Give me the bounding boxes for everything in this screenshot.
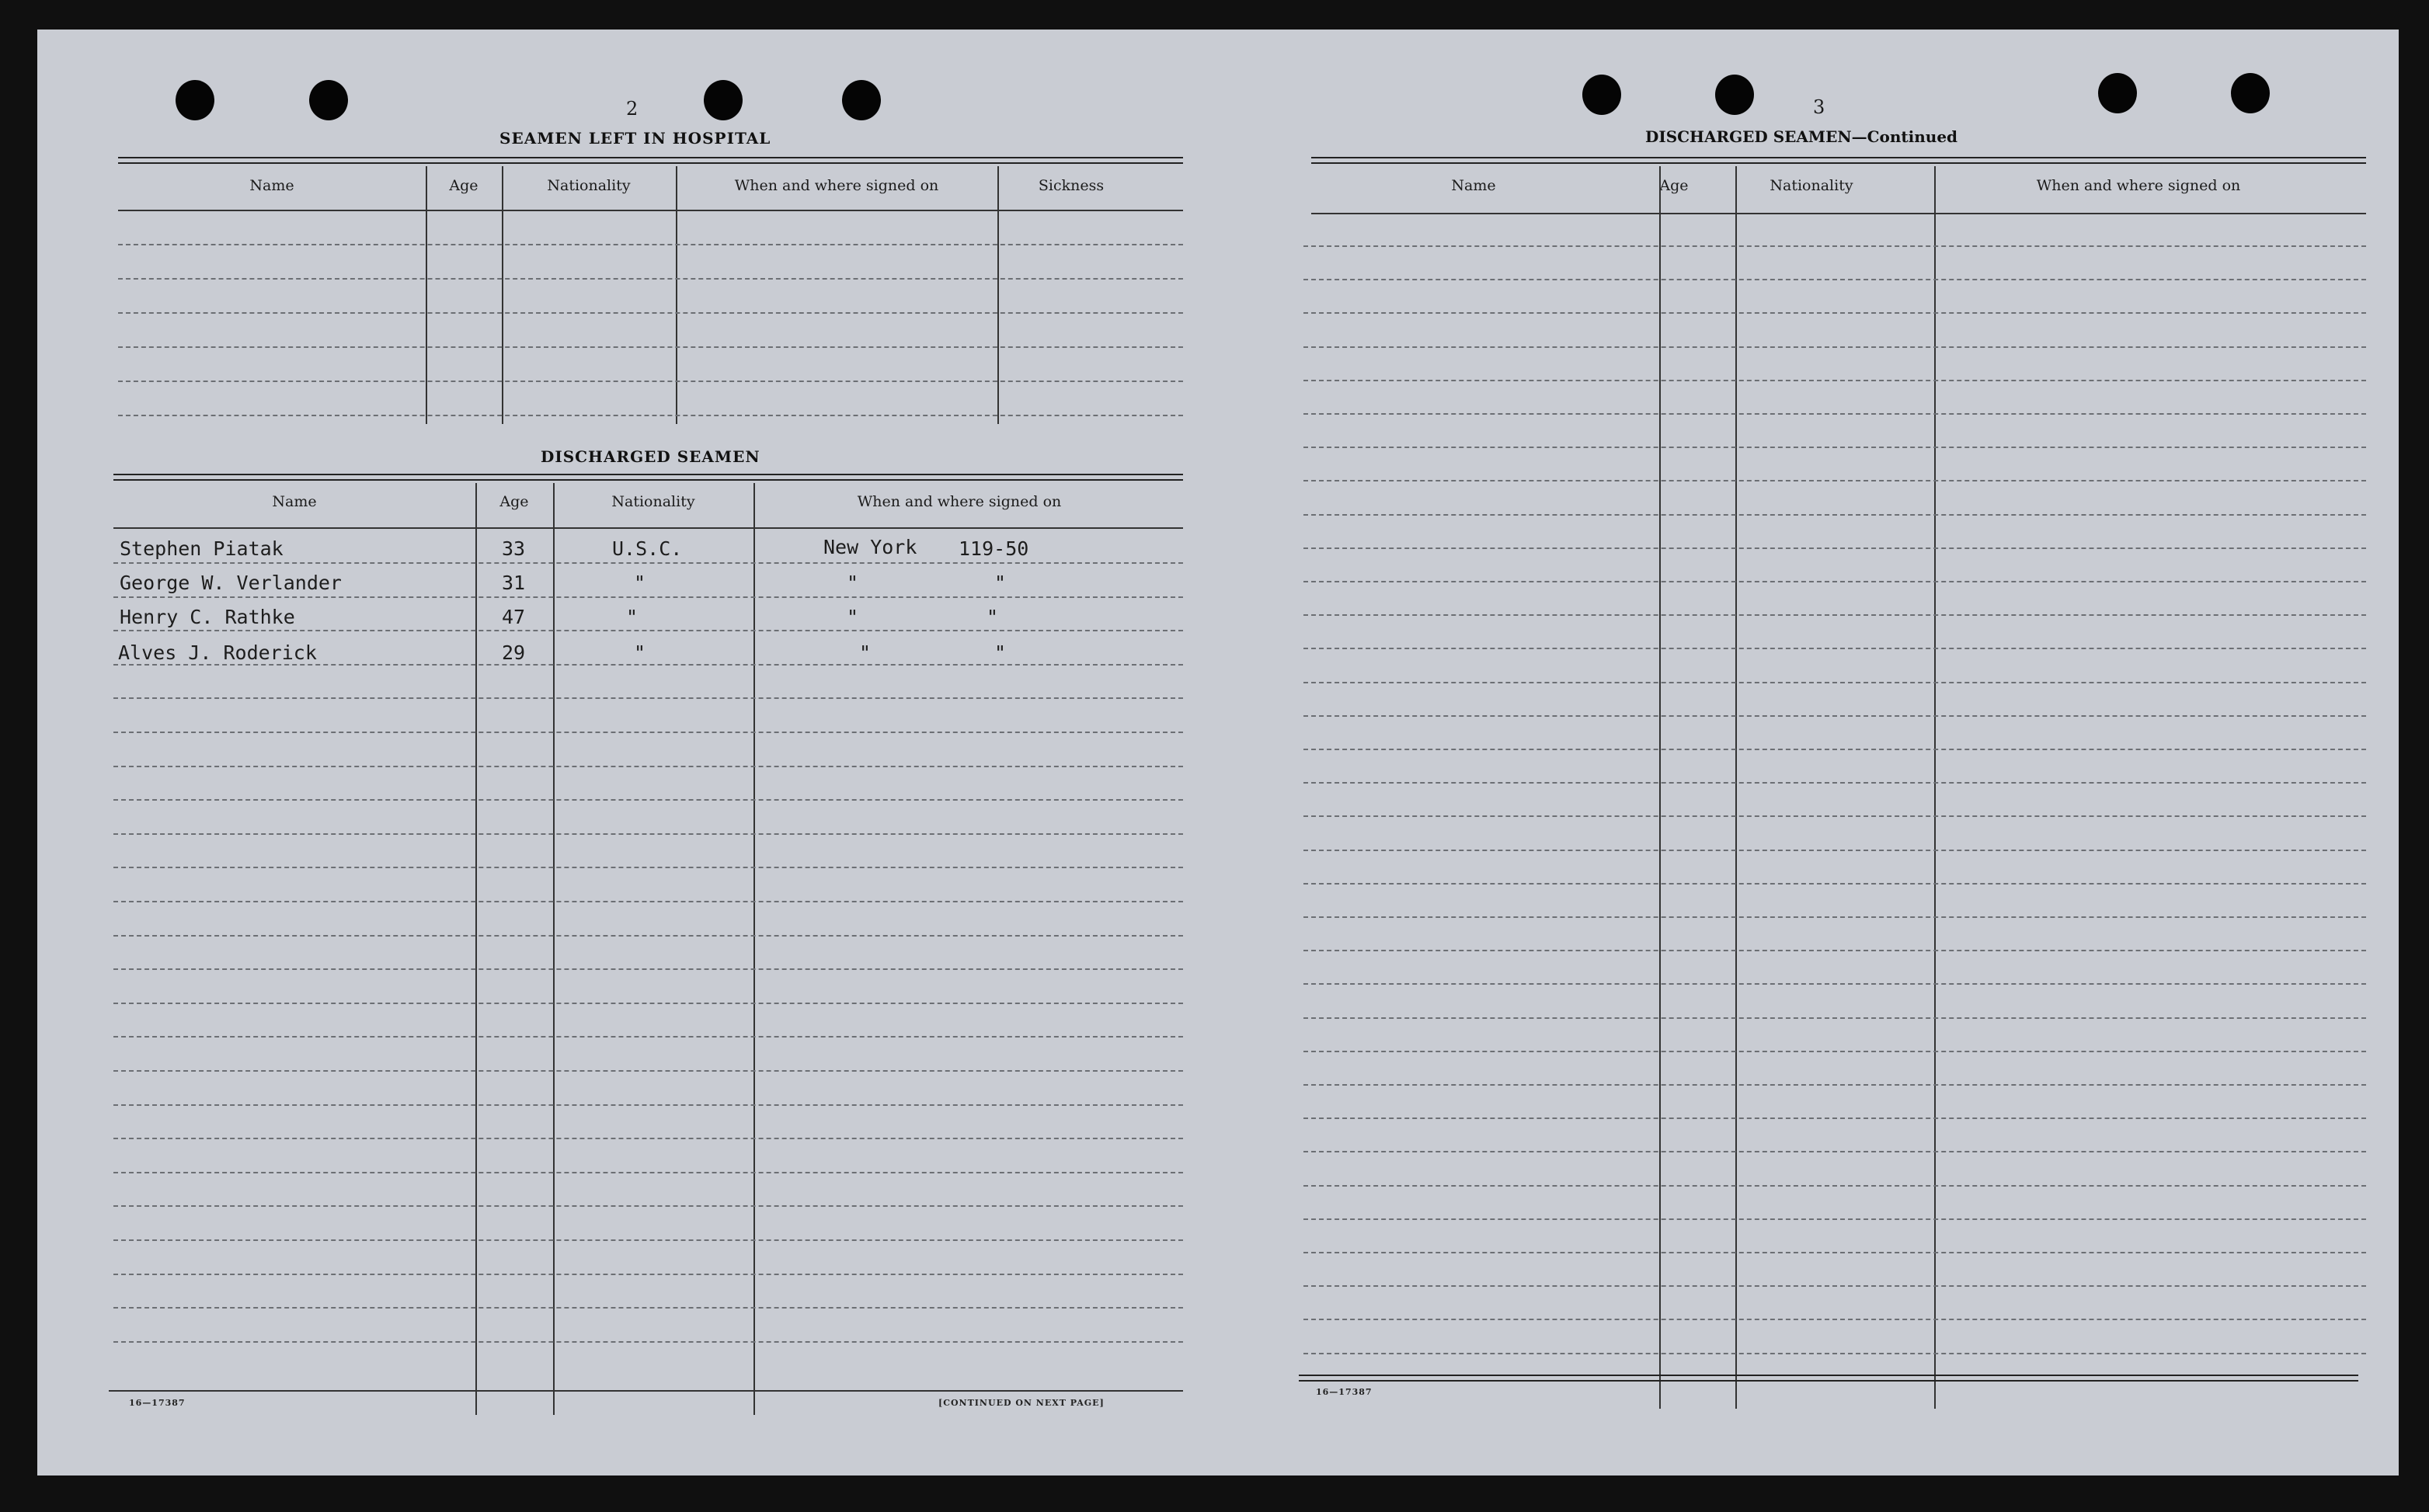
ruled-line <box>1303 312 2366 314</box>
ruled-line <box>113 901 1183 902</box>
ruled-line <box>1303 480 2366 481</box>
continued-header-signed-on: When and where signed on <box>2036 177 2241 194</box>
ruled-line <box>1303 1151 2366 1152</box>
hospital-header-sickness: Sickness <box>1038 177 1105 194</box>
continued-col-divider <box>1659 166 1661 1409</box>
seaman-nationality: " <box>634 572 646 594</box>
hospital-header-rule <box>118 210 1183 211</box>
ruled-line <box>1303 648 2366 649</box>
form-number-right: 16—17387 <box>1316 1387 1373 1397</box>
ruled-line <box>113 596 1183 598</box>
ruled-line <box>113 1138 1183 1139</box>
ruled-line <box>1303 1218 2366 1220</box>
discharged-header-name: Name <box>272 493 317 510</box>
punch-hole <box>2231 73 2270 113</box>
ruled-line <box>1303 1084 2366 1086</box>
ruled-line <box>113 1274 1183 1275</box>
discharged-col-divider <box>553 483 555 1415</box>
hospital-row-line <box>118 312 1183 314</box>
hospital-row-line <box>118 244 1183 245</box>
ruled-line <box>113 732 1183 733</box>
seaman-age: 33 <box>502 537 526 560</box>
hospital-title-rule <box>118 157 1183 164</box>
ruled-line <box>113 562 1183 564</box>
seaman-signed-date: 119-50 <box>959 537 1029 560</box>
seaman-signed-date: " <box>987 606 999 628</box>
ruled-line <box>1303 715 2366 717</box>
punch-hole <box>2098 73 2137 113</box>
ruled-line <box>113 867 1183 868</box>
continued-note: [CONTINUED ON NEXT PAGE] <box>938 1398 1105 1408</box>
seaman-nationality: " <box>626 606 639 628</box>
ruled-line <box>1303 380 2366 381</box>
ruled-line <box>1303 1051 2366 1052</box>
hospital-header-nationality: Nationality <box>547 177 631 194</box>
form-number-left: 16—17387 <box>129 1398 186 1408</box>
ruled-line <box>1303 547 2366 549</box>
document-sheet <box>37 30 2399 1476</box>
discharged-header-rule <box>113 527 1183 529</box>
ruled-line <box>113 1205 1183 1207</box>
ruled-line <box>1303 245 2366 247</box>
ruled-line <box>113 1036 1183 1038</box>
discharged-title-rule <box>113 474 1183 481</box>
ruled-line <box>113 766 1183 767</box>
ruled-line <box>1303 782 2366 784</box>
hospital-col-divider <box>676 166 677 424</box>
ruled-line <box>113 833 1183 835</box>
punch-hole <box>704 80 743 120</box>
ruled-line <box>1303 581 2366 582</box>
ruled-line <box>1303 413 2366 415</box>
discharged-header-signed-on: When and where signed on <box>857 493 1062 510</box>
seaman-name: Stephen Piatak <box>120 537 284 560</box>
continued-bottom-rule <box>1299 1375 2358 1382</box>
page-number-left: 2 <box>626 98 639 120</box>
punch-hole <box>1582 75 1621 115</box>
punch-hole <box>842 80 881 120</box>
seaman-name: Henry C. Rathke <box>120 606 295 628</box>
punch-hole <box>1715 75 1754 115</box>
ruled-line <box>113 1307 1183 1309</box>
seaman-signed-place: " <box>847 606 859 628</box>
discharged-header-age: Age <box>499 493 529 510</box>
hospital-col-divider <box>502 166 503 424</box>
ruled-line <box>113 1070 1183 1072</box>
punch-hole <box>176 80 214 120</box>
ruled-line <box>1303 346 2366 348</box>
seaman-signed-date: " <box>994 572 1007 594</box>
continued-title-main: DISCHARGED SEAMEN <box>1645 127 1852 146</box>
seaman-age: 47 <box>502 606 526 628</box>
seaman-signed-place: " <box>859 641 872 664</box>
ruled-line <box>1303 815 2366 817</box>
discharged-col-divider <box>753 483 755 1415</box>
seaman-age: 31 <box>502 572 526 594</box>
seaman-name: George W. Verlander <box>120 572 342 594</box>
hospital-col-divider <box>426 166 427 424</box>
ruled-line <box>1303 983 2366 985</box>
continued-header-name: Name <box>1451 177 1496 194</box>
continued-title-rule <box>1311 157 2366 164</box>
ruled-line <box>1303 1017 2366 1019</box>
ruled-line <box>1303 447 2366 448</box>
ruled-line <box>1303 682 2366 683</box>
hospital-row-line <box>118 346 1183 348</box>
hospital-row-line <box>118 278 1183 280</box>
seaman-nationality: U.S.C. <box>612 537 683 560</box>
seaman-name: Alves J. Roderick <box>118 641 317 664</box>
ruled-line <box>113 1172 1183 1173</box>
ruled-line <box>1303 614 2366 616</box>
seaman-signed-place: New York <box>823 536 917 558</box>
discharged-section-title: DISCHARGED SEAMEN <box>541 447 760 466</box>
ruled-line <box>1303 916 2366 918</box>
ruled-line <box>113 1003 1183 1004</box>
hospital-header-name: Name <box>249 177 294 194</box>
ruled-line <box>1303 514 2366 516</box>
ruled-line <box>1303 1252 2366 1253</box>
ruled-line <box>113 664 1183 666</box>
hospital-row-line <box>118 415 1183 416</box>
seaman-age: 29 <box>502 641 526 664</box>
continued-section-title <box>1645 127 1957 146</box>
hospital-col-divider <box>997 166 999 424</box>
continued-title-suffix: —Continued <box>1851 127 1958 146</box>
ruled-line <box>113 968 1183 970</box>
ruled-line <box>113 799 1183 801</box>
ruled-line <box>113 935 1183 937</box>
ruled-line <box>113 1341 1183 1343</box>
hospital-row-line <box>118 381 1183 382</box>
continued-header-nationality: Nationality <box>1770 177 1853 194</box>
hospital-header-signed-on: When and where signed on <box>734 177 939 194</box>
ruled-line <box>1303 950 2366 951</box>
hospital-header-age: Age <box>449 177 478 194</box>
ruled-line <box>1303 1285 2366 1287</box>
ruled-line <box>1303 850 2366 851</box>
ruled-line <box>1303 1319 2366 1320</box>
ruled-line <box>1303 1353 2366 1354</box>
punch-hole <box>309 80 348 120</box>
ruled-line <box>113 1239 1183 1241</box>
discharged-header-nationality: Nationality <box>611 493 695 510</box>
seaman-signed-place: " <box>847 572 859 594</box>
page-number-right: 3 <box>1813 96 1825 118</box>
ruled-line <box>1303 1117 2366 1119</box>
ruled-line <box>1303 1185 2366 1187</box>
seaman-nationality: " <box>634 641 646 664</box>
ruled-line <box>113 630 1183 631</box>
continued-col-divider <box>1735 166 1737 1409</box>
continued-col-divider <box>1934 166 1936 1409</box>
ruled-line <box>1303 749 2366 750</box>
ruled-line <box>113 697 1183 699</box>
ruled-line <box>1303 279 2366 280</box>
discharged-col-divider <box>475 483 477 1415</box>
discharged-bottom-rule <box>109 1390 1183 1392</box>
continued-header-age: Age <box>1659 177 1689 194</box>
seaman-signed-date: " <box>994 641 1007 664</box>
ruled-line <box>113 1104 1183 1106</box>
hospital-section-title: SEAMEN LEFT IN HOSPITAL <box>499 129 771 148</box>
ruled-line <box>1303 883 2366 885</box>
continued-header-rule <box>1311 213 2366 214</box>
